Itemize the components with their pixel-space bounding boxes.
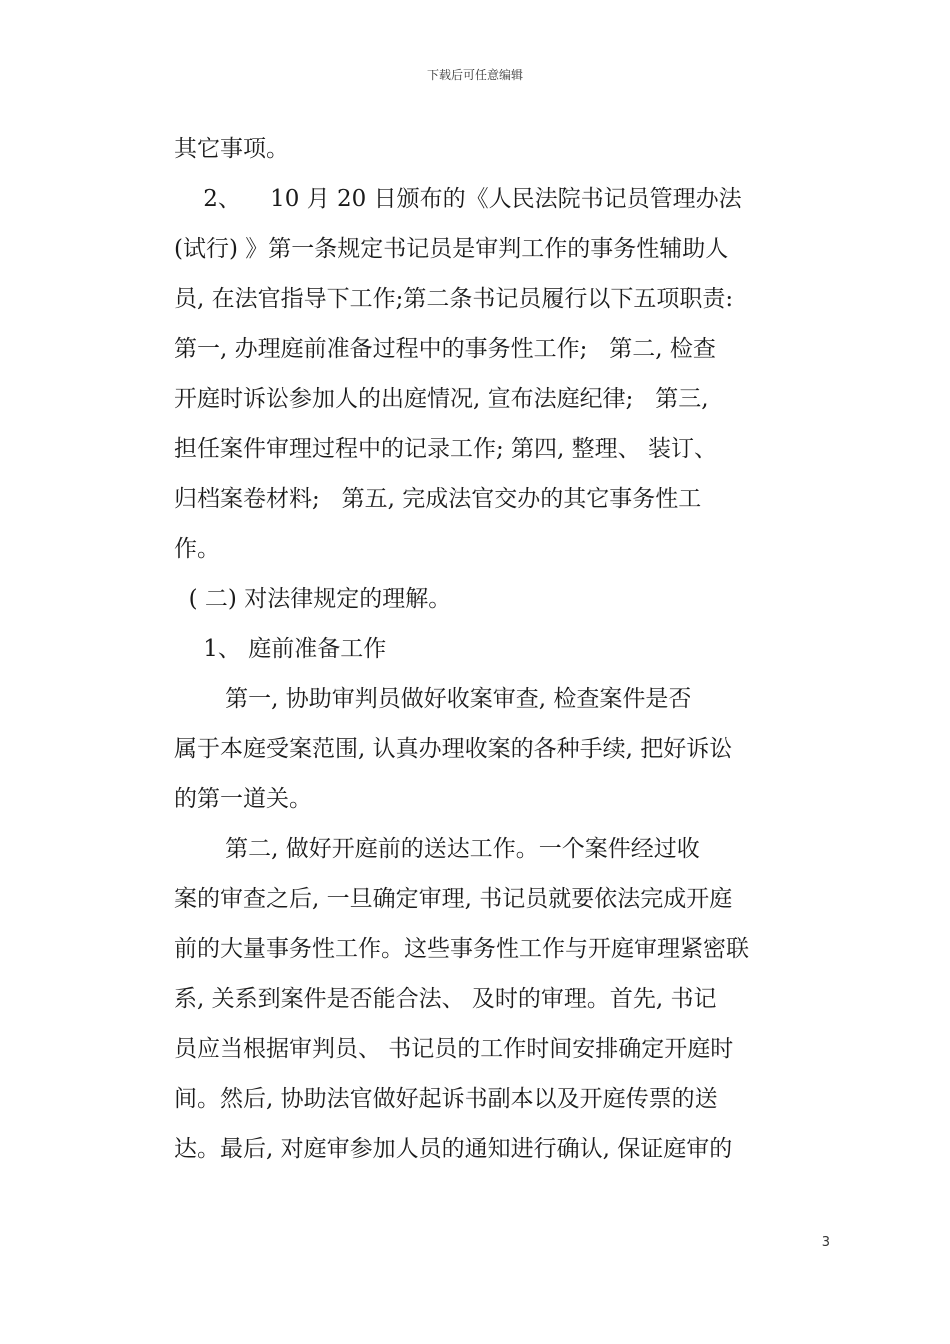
text-line: 员, 在法官指导下工作;第二条书记员履行以下五项职责: [174,286,734,312]
text-line: 第一, 协助审判员做好收案审查, 检查案件是否 [174,686,692,712]
text-line: 其它事项。 [174,136,289,162]
text-line: (试行) 》第一条规定书记员是审判工作的事务性辅助人 [174,236,729,262]
text-line: 间。然后, 协助法官做好起诉书副本以及开庭传票的送 [174,1086,718,1112]
text-line: 员应当根据审判员、 书记员的工作时间安排确定开庭时 [174,1036,734,1062]
text-line: 的第一道关。 [174,786,312,812]
text-line: 第一, 办理庭前准备过程中的事务性工作; 第二, 检查 [174,336,716,362]
text-line: 第二, 做好开庭前的送达工作。一个案件经过收 [174,836,700,862]
text-line: 2、 10 月 20 日颁布的《人民法院书记员管理办法 [174,186,742,212]
text-line: 系, 关系到案件是否能合法、 及时的审理。首先, 书记 [174,986,717,1012]
section-heading: ( 二) 对法律规定的理解。 [174,586,452,612]
text-line: 前的大量事务性工作。这些事务性工作与开庭审理紧密联 [174,936,749,962]
text-line: 达。最后, 对庭审参加人员的通知进行确认, 保证庭审的 [174,1136,733,1162]
subsection-heading: 1、 庭前准备工作 [174,636,387,662]
text-line: 开庭时诉讼参加人的出庭情况, 宣布法庭纪律; 第三, [174,386,709,412]
text-line: 属于本庭受案范围, 认真办理收案的各种手续, 把好诉讼 [174,736,733,762]
page-header: 下载后可任意编辑 [426,68,523,82]
document-body [174,124,784,1174]
text-line: 作。 [174,536,220,562]
text-line: 担任案件审理过程中的记录工作; 第四, 整理、 装订、 [174,436,717,462]
text-line: 案的审查之后, 一旦确定审理, 书记员就要依法完成开庭 [174,886,733,912]
page-number: 3 [821,1235,830,1250]
text-line: 归档案卷材料; 第五, 完成法官交办的其它事务性工 [174,486,702,512]
